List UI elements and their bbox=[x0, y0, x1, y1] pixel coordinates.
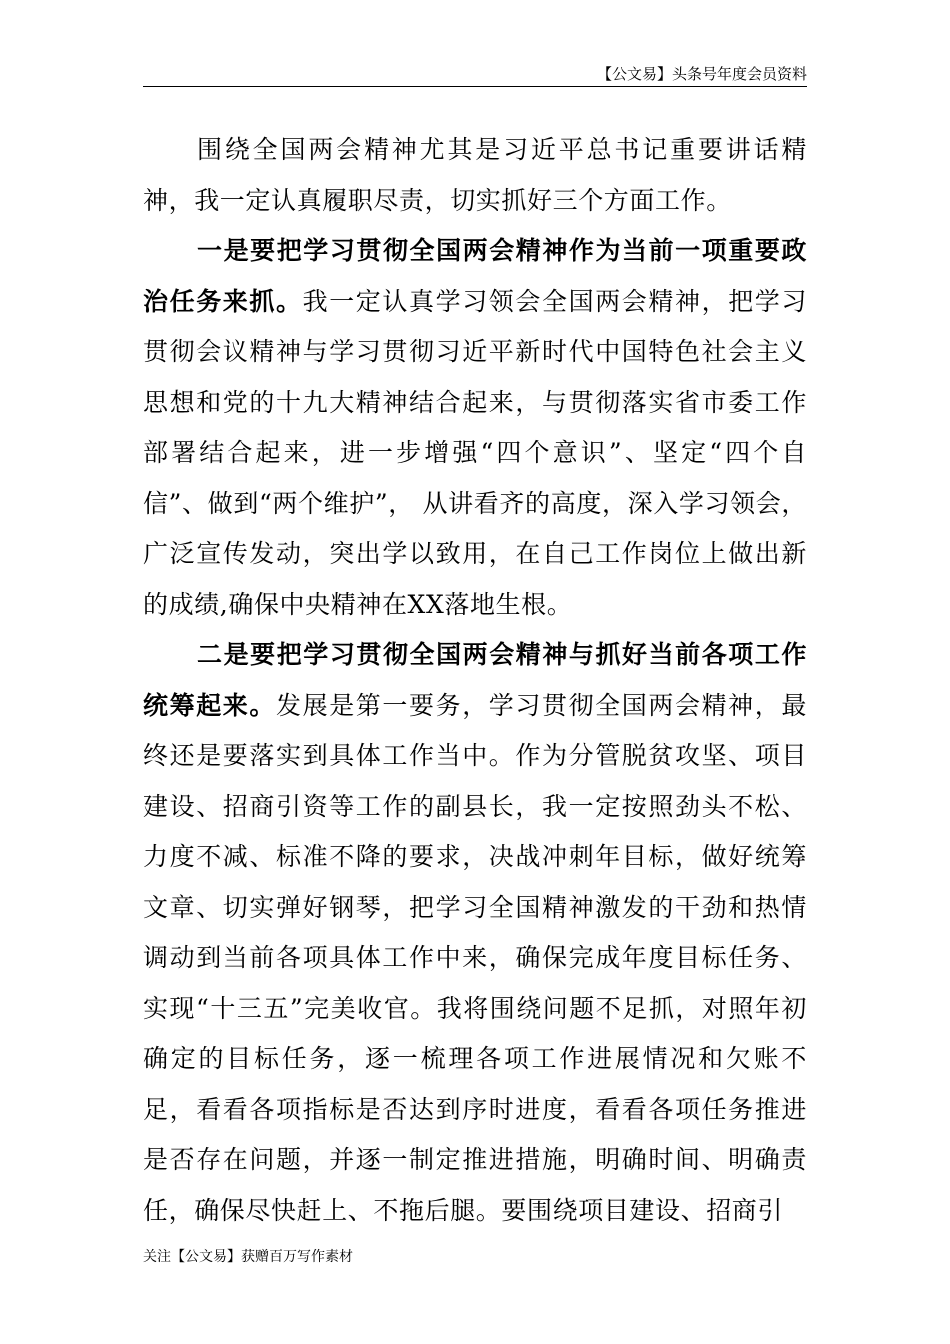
document-body bbox=[143, 125, 807, 1236]
page-footer: 关注【公文易】获赠百万写作素材 bbox=[143, 1249, 353, 1265]
paragraph-point-two-heading: 二是要把学习贯彻全国两会精神与抓好当前各项工作统筹起来。 bbox=[143, 640, 807, 720]
header-divider bbox=[143, 86, 807, 87]
paragraph-point-two bbox=[143, 630, 807, 1236]
paragraph-intro bbox=[143, 125, 807, 226]
paragraph-point-two-text: 发展是第一要务，学习贯彻全国两会精神，最终还是要落实到具体工作当中。作为分管脱贫攻坚、项目建设、招商引资等工作的副县长，我一定按照劲头不松、力度不减、标准不降的要求，决战冲刺年目标，做好统筹文章、切实弹好钢琴，把学习全国精神激发的干劲和热情调动到当前各项具体工作中来，确保完成年度目标任务、实现“十三五”完美收官。我将围绕问题不足抓，对照年初确定的目标任务，逐一梳理各项工作进展情况和欠账不足，看看各项指标是否达到序时进度，看看各项任务推进是否存在问题，并逐一制定推进措施，明确时间、明确责任，确保尽快赶上、不拖后腿。要围绕项目建设、招商引 bbox=[143, 690, 807, 1225]
paragraph-point-one-text: 我一定认真学习领会全国两会精神，把学习贯彻会议精神与学习贯彻习近平新时代中国特色社会主义思想和党的十九大精神结合起来，与贯彻落实省市委工作部署结合起来，进一步增强“四个意识”、坚定“四个自信”、做到“两个维护”， 从讲看齐的高度，深入学习领会，广泛宣传发动，突出学以致用，在自己工作岗位上做出新的成绩,确保中央精神在XX落地生根。 bbox=[143, 286, 807, 619]
paragraph-point-one-heading: 一是要把学习贯彻全国两会精神作为当前一项重要政治任务来抓。 bbox=[143, 236, 807, 316]
paragraph-intro-text: 围绕全国两会精神尤其是习近平总书记重要讲话精神，我一定认真履职尽责，切实抓好三个方面工作。 bbox=[143, 135, 807, 215]
page-header: 【公文易】头条号年度会员资料 bbox=[596, 65, 807, 83]
paragraph-point-one bbox=[143, 226, 807, 630]
